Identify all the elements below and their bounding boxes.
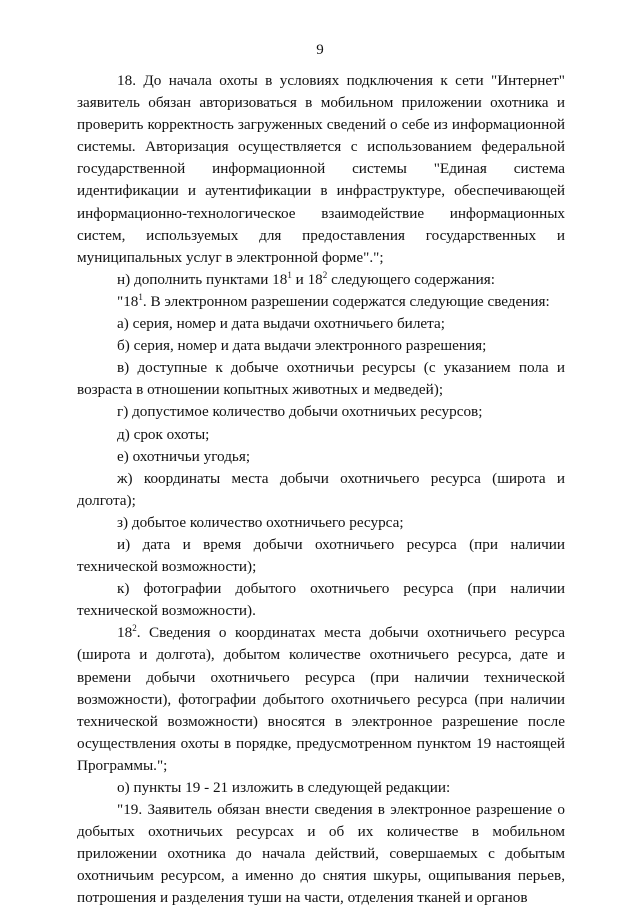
list-item-d: д) срок охоты; — [117, 425, 210, 443]
list-item-v: в) доступные к добыче охотничьи ресурсы (с указанием пола и возраста в отношении копытных животных и медведей); — [77, 359, 565, 399]
document-body — [77, 70, 565, 910]
list-item-b: б) серия, номер и дата выдачи электронного разрешения; — [117, 337, 487, 355]
list-item-k: к) фотографии добытого охотничьего ресурса (при наличии технической возможности). — [77, 580, 565, 620]
superscript: 2 — [132, 623, 137, 634]
list-item-zh: ж) координаты места добычи охотничьего ресурса (широта и долгота); — [77, 469, 565, 509]
paragraph-18: 18. До начала охоты в условиях подключения к сети "Интернет" заявитель обязан авторизоваться в мобильном приложении охотника и проверить корректность загруженных сведений о себе из информационной системы. Авторизация осуществляется с использованием федеральной государственной информационной системы "Единая система идентификации и аутентификации в инфраструктуре, обеспечивающей информационно-технологическое взаимодействие информационных систем, используемых для предоставления государственных и муниципальных услуг в электронной форме"."; — [77, 72, 565, 266]
page-number: 9 — [316, 42, 324, 58]
paragraph-o: о) пункты 19 - 21 изложить в следующей редакции: — [117, 779, 451, 796]
paragraph-n-text: следующего содержания: — [327, 270, 495, 288]
paragraph-n-text: н) дополнить пунктами 18 — [117, 270, 288, 288]
paragraph-18-2-text: 18 — [117, 624, 133, 642]
paragraph-18-1-text: "18 — [117, 292, 139, 310]
paragraph-18-2-text: . Сведения о координатах места добычи охотничьего ресурса (широта и долгота), добытом количестве охотничьего ресурса, дате и времени добычи охотничьего ресурса (при наличии технической возможности), фотографии добытого охотничьего ресурса (при наличии технической возможности) вносятся в электронное разрешение после осуществления охоты в порядке, предусмотренном пунктом 19 настоящей Программы."; — [77, 624, 565, 774]
list-item-z: з) добытое количество охотничьего ресурса; — [117, 513, 404, 531]
paragraph-n — [77, 269, 565, 291]
list-item-g: г) допустимое количество добычи охотничьих ресурсов; — [117, 403, 483, 421]
superscript: 1 — [138, 291, 143, 302]
paragraph-19: "19. Заявитель обязан внести сведения в электронное разрешение о добытых охотничьих ресурсах и об их количестве в мобильном приложении охотника до начала действий, совершаемых с добытым охотничьим ресурсом, а именно до снятия шкуры, ощипывания перьев, потрошения и разделения туши на части, отделения тканей и органов — [77, 801, 565, 907]
list-item-e: е) охотничьи угодья; — [117, 447, 251, 465]
paragraph-18-1-text: . В электронном разрешении содержатся следующие сведения: — [142, 292, 550, 310]
list-item-i: и) дата и время добычи охотничьего ресурса (при наличии технической возможности); — [77, 535, 565, 576]
list-item-a: а) серия, номер и дата выдачи охотничьего билета; — [117, 315, 445, 333]
superscript: 1 — [287, 269, 292, 280]
paragraph-n-text: и 18 — [291, 270, 323, 288]
paragraph-18-1 — [77, 291, 565, 313]
superscript: 2 — [322, 269, 328, 280]
paragraph-18-2 — [77, 622, 565, 777]
